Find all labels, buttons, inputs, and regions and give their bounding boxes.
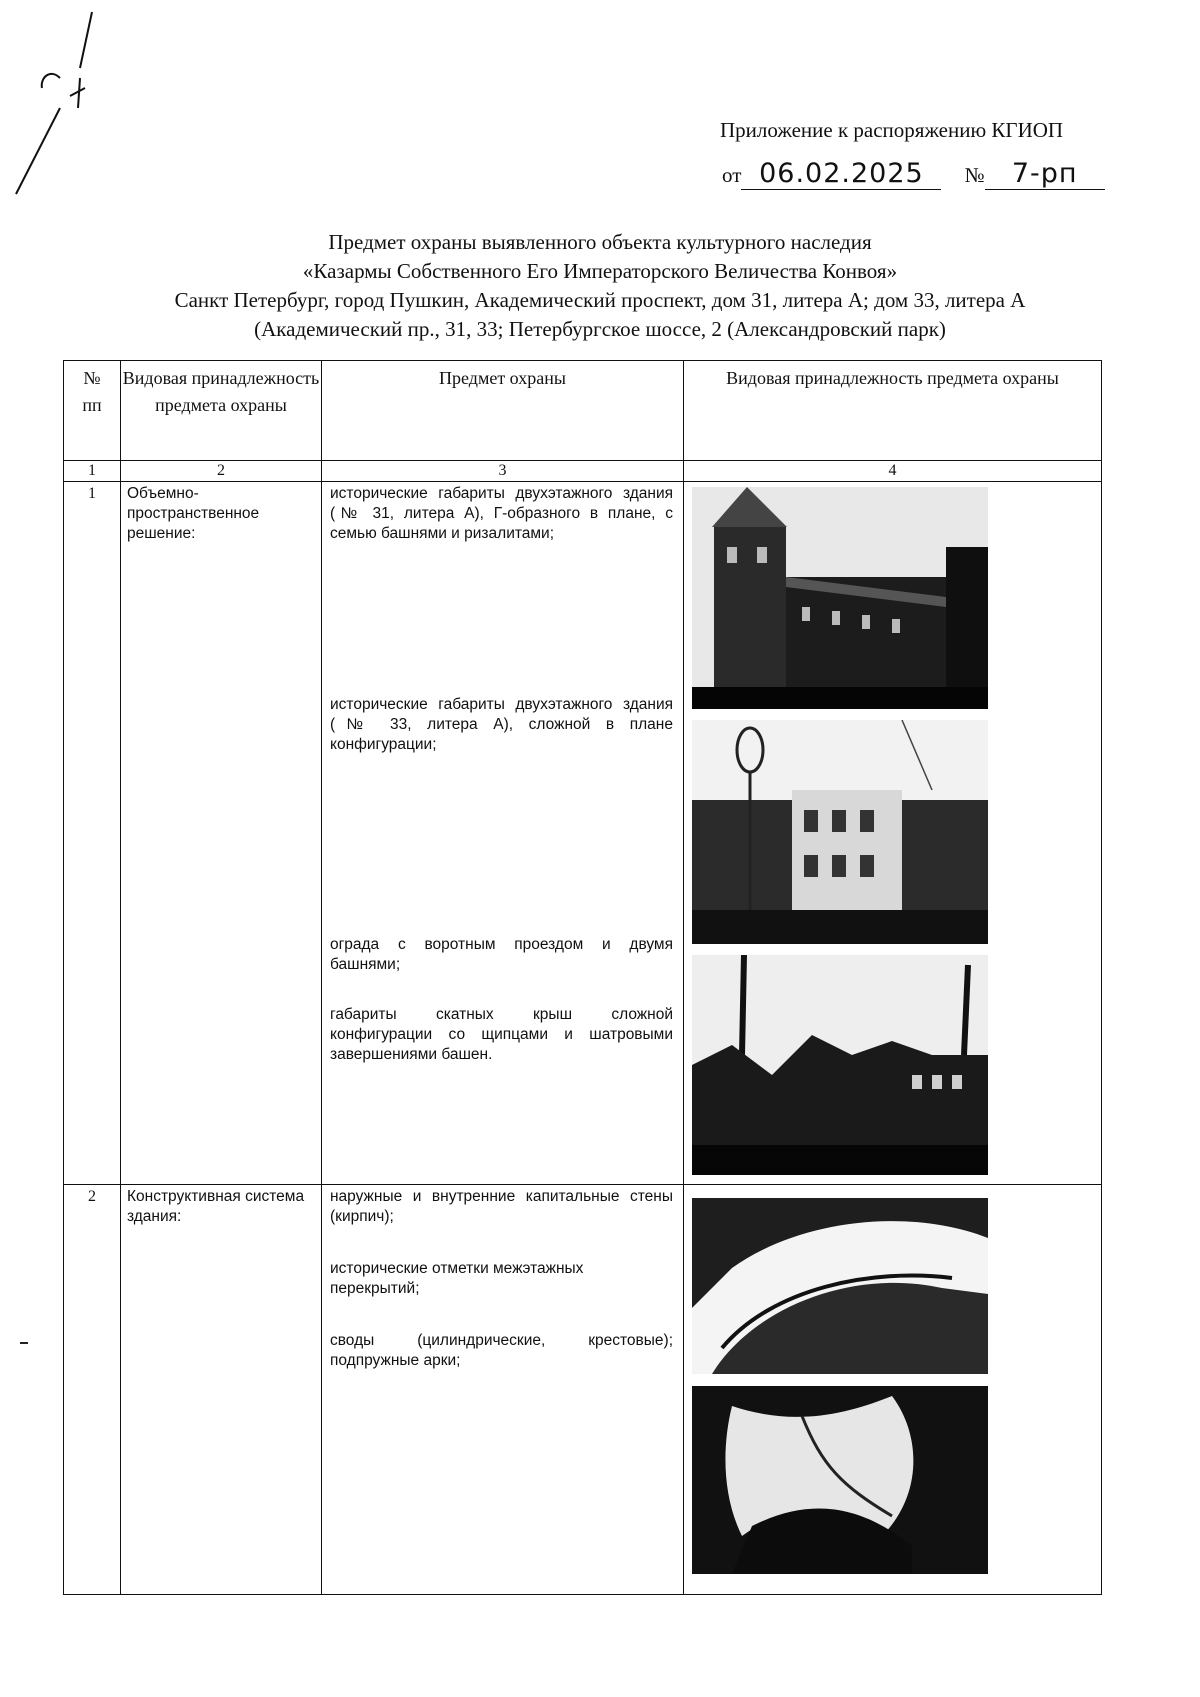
row-category: Конструктивная система здания: [121, 1185, 322, 1595]
table-header-row [64, 361, 1102, 461]
row-item: исторические отметки межэтажных перекрытий; [330, 1260, 584, 1297]
row-item: своды (цилиндрические, крестовые); подпружные арки; [330, 1332, 673, 1369]
document-heading [80, 228, 1120, 344]
row-item: габариты скатных крыш сложной конфигурации со щипцами и шатровыми завершениями башен. [330, 1006, 673, 1063]
heading-line-1: Предмет охраны выявленного объекта культурного наследия [328, 230, 872, 254]
column-number-row [64, 461, 1102, 482]
annex-date-number [722, 158, 1105, 190]
header-subject: Предмет охраны [322, 361, 684, 461]
heading-line-3: Санкт Петербург, город Пушкин, Академический проспект, дом 31, литера А; дом 33, литера А [174, 288, 1026, 312]
row-item: исторические габариты двухэтажного здания (№ 31, литера А), Г-образного в плане, с семью башнями и ризалитами; [330, 485, 673, 542]
fence-roofs-photo [692, 955, 988, 1175]
date-prefix: от [722, 163, 742, 187]
row-item: исторические габариты двухэтажного здания (№ 33, литера А), сложной в плане конфигурации; [330, 696, 673, 753]
header-category: Видовая принадлежность предмета охраны [121, 361, 322, 461]
col-number-4: 4 [684, 461, 1102, 482]
building-33-corner-photo [692, 720, 988, 944]
building-31-tower-photo [692, 487, 988, 709]
header-num-sign: № [83, 368, 101, 388]
col-number-3: 3 [322, 461, 684, 482]
number-prefix: № [964, 163, 985, 187]
vault-photo-2 [692, 1386, 988, 1574]
heading-line-2: «Казармы Собственного Его Императорского Величества Конвоя» [302, 259, 898, 283]
handwritten-number: 7-рп [985, 158, 1105, 190]
annex-title: Приложение к распоряжению КГИОП [720, 118, 1064, 142]
header-photo-category: Видовая принадлежность предмета охраны [684, 361, 1102, 461]
heading-line-4: (Академический пр., 31, 33; Петербургское шоссе, 2 (Александровский парк) [254, 317, 946, 341]
handwritten-date: 06.02.2025 [741, 158, 941, 190]
row-item: ограда с воротным проездом и двумя башнями; [330, 936, 673, 973]
scan-dash [20, 1342, 28, 1344]
row-items [322, 482, 684, 1185]
vault-photo-1 [692, 1198, 988, 1374]
row-number: 1 [64, 482, 121, 1185]
col-number-2: 2 [121, 461, 322, 482]
header-num [64, 361, 121, 461]
row-items [322, 1185, 684, 1595]
col-number-1: 1 [64, 461, 121, 482]
header-num-pp: пп [82, 395, 102, 415]
row-category: Объемно-пространственное решение: [121, 482, 322, 1185]
row-item: наружные и внутренние капитальные стены (кирпич); [330, 1188, 673, 1225]
handwritten-margin-mark [10, 8, 100, 198]
row-number: 2 [64, 1185, 121, 1595]
